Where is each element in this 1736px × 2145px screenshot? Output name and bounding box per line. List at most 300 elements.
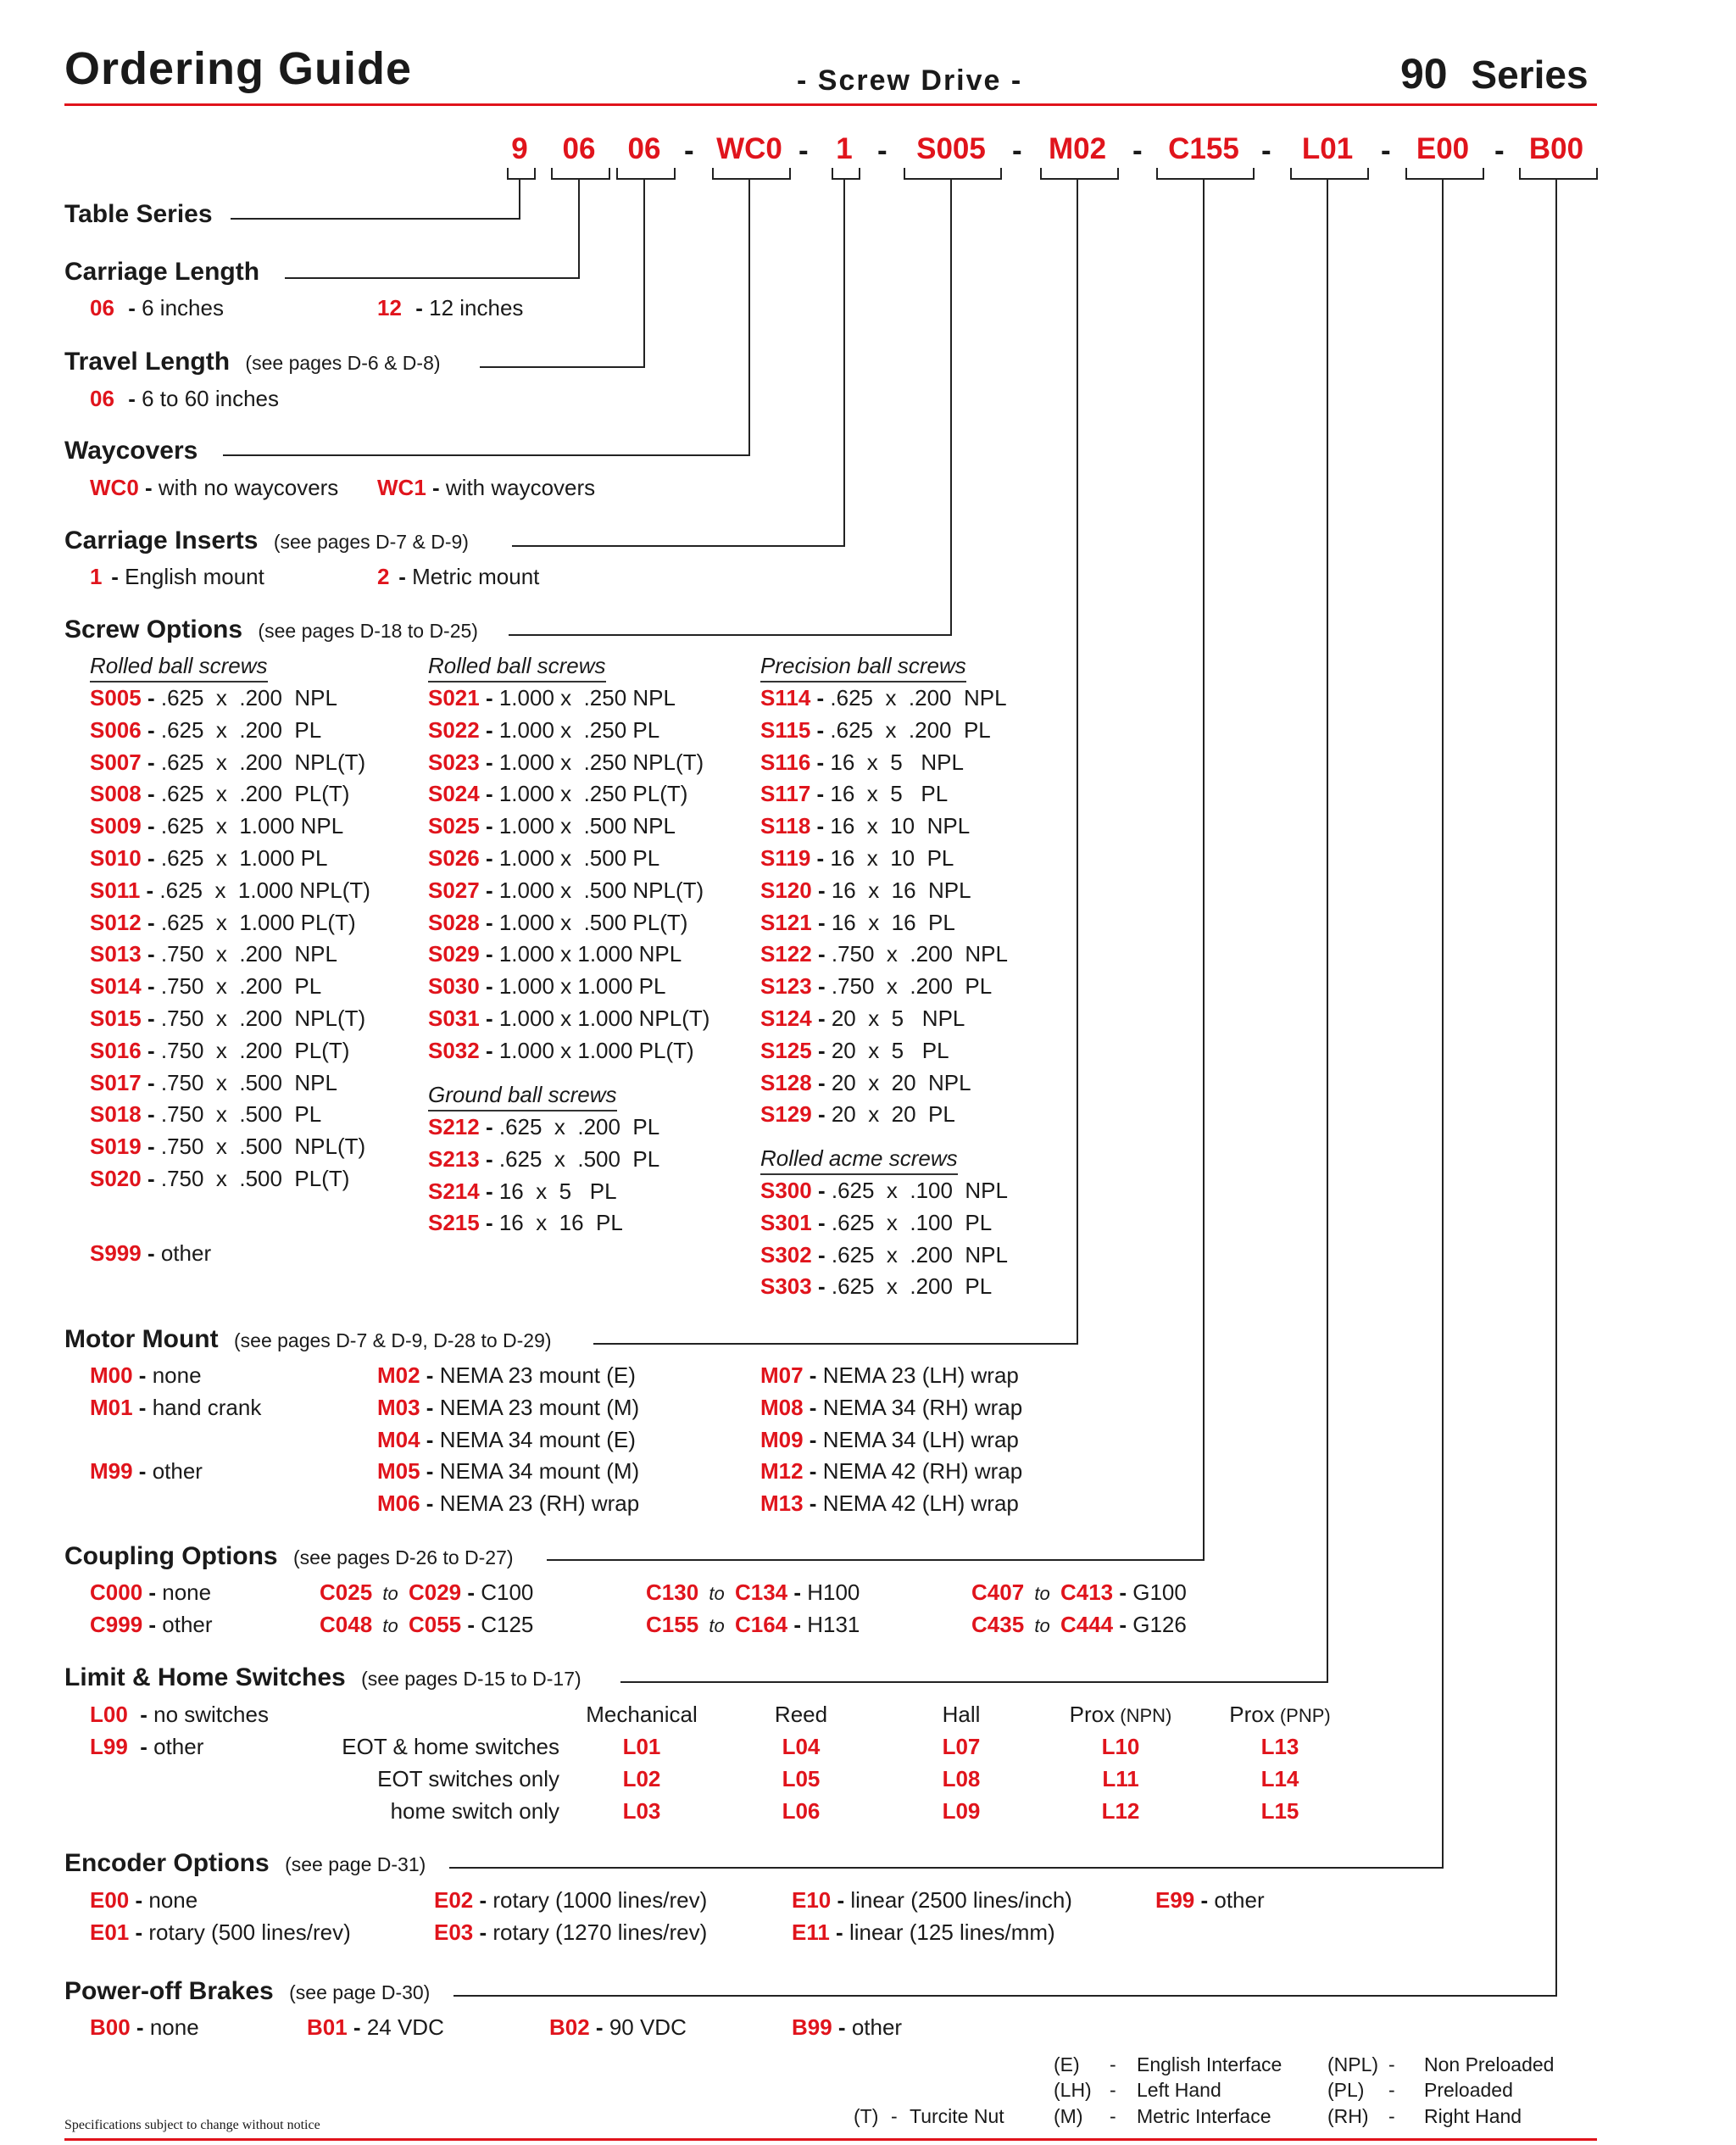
switch-type-header [725, 1702, 877, 1728]
switch-type-label: Hall [942, 1702, 981, 1727]
option-code: M08 [760, 1394, 804, 1420]
legend-meaning: Left Hand [1137, 2079, 1221, 2101]
encoder-option [434, 1887, 707, 1914]
option-dash: - [420, 1490, 440, 1517]
option-code: C029 [408, 1580, 462, 1605]
option-dash: - [141, 1069, 161, 1095]
carriage-length-heading [64, 258, 259, 287]
model-code-8: C155 [1168, 132, 1239, 165]
option-dash: - [141, 1134, 161, 1160]
option-description: .750 x .200 PL [831, 973, 993, 1000]
screw-group-header: Rolled acme screws [760, 1145, 958, 1175]
screw-option [760, 941, 1008, 967]
switch-code: L04 [782, 1734, 821, 1759]
screw-option [760, 781, 948, 807]
option-dash: - [1113, 1580, 1133, 1605]
encoder-option [792, 1919, 1055, 1946]
option-dash: - [803, 1458, 823, 1485]
option-description: .750 x .500 NPL(T) [160, 1134, 366, 1160]
code-bracket [1519, 168, 1598, 180]
option-dash: - [1194, 1887, 1215, 1913]
option-code: S124 [760, 1006, 812, 1031]
leader-vertical [578, 180, 580, 278]
switch-type-header [885, 1702, 1038, 1728]
option-dash: - [138, 475, 159, 500]
prox-type: (NPN) [1115, 1705, 1172, 1726]
option-description: other [162, 1612, 213, 1637]
page-title: Ordering Guide [64, 43, 413, 94]
coupling-range [646, 1612, 860, 1638]
switch-code: L15 [1260, 1797, 1299, 1824]
option-dash: - [811, 1273, 832, 1300]
screw-option [428, 749, 704, 776]
waycovers-heading [64, 437, 198, 465]
code-separator: - [1381, 134, 1391, 167]
screw-option [428, 717, 659, 744]
option-description: NEMA 23 (LH) wrap [822, 1362, 1019, 1388]
table-series-title: Table Series [64, 200, 213, 228]
option-code: S114 [760, 685, 811, 710]
coupling-option [90, 1580, 211, 1606]
code-separator: - [798, 134, 809, 167]
screw-group-header: Precision ball screws [760, 653, 966, 682]
option-code: M02 [377, 1362, 420, 1388]
option-dash: - [479, 877, 499, 903]
option-description: 16 x 5 NPL [830, 749, 964, 775]
leader-horizontal [449, 1867, 1444, 1869]
range-to: to [1024, 1614, 1060, 1636]
option-dash: - [141, 813, 161, 839]
screw-option [428, 1178, 617, 1205]
option-code: S122 [760, 941, 812, 967]
option-code: S026 [428, 845, 480, 871]
option-dash: - [473, 1887, 493, 1913]
screw-option [760, 973, 992, 1000]
option-description: 16 x 5 PL [830, 781, 949, 807]
screw-option [90, 749, 365, 776]
switch-code: L14 [1260, 1765, 1299, 1791]
motor-mount-option [90, 1395, 261, 1421]
code-separator: - [1012, 134, 1022, 167]
option-dash: - [479, 973, 499, 1000]
code-bracket [1040, 168, 1119, 180]
option-dash: - [479, 1114, 499, 1139]
option-dash: - [811, 909, 832, 935]
carriage-length-option [377, 295, 523, 321]
option-description: .625 x .200 PL [831, 1273, 993, 1300]
option-description: NEMA 23 mount (M) [439, 1394, 640, 1420]
screw-option [428, 1114, 659, 1140]
option-description: .625 x .200 PL [160, 716, 322, 743]
carriage-length-title: Carriage Length [64, 258, 260, 286]
option-dash: - [811, 1101, 832, 1128]
waycover-option [377, 475, 595, 501]
screw-option [90, 1038, 349, 1064]
screw-option [90, 941, 337, 967]
switch-code: L13 [1260, 1734, 1299, 1759]
option-description: 1.000 x .500 PL [498, 845, 660, 871]
option-description: G100 [1132, 1580, 1187, 1605]
screw-option [760, 1070, 971, 1096]
option-description: .625 x 1.000 PL(T) [160, 909, 356, 935]
leader-horizontal [593, 1343, 1078, 1345]
option-dash: - [810, 685, 831, 710]
range-to: to [372, 1614, 409, 1636]
option-dash: - [141, 1101, 161, 1128]
screw-option [428, 1038, 694, 1064]
option-description: G126 [1132, 1611, 1187, 1637]
screw-option [760, 910, 955, 936]
option-description: .625 x 1.000 NPL [160, 813, 344, 839]
option-description: none [162, 1580, 212, 1605]
option-description: NEMA 23 (RH) wrap [439, 1490, 640, 1517]
option-description: H131 [807, 1611, 860, 1637]
option-dash: - [141, 1240, 161, 1266]
leader-horizontal [223, 454, 750, 456]
option-code: M06 [377, 1490, 420, 1517]
option-description: .625 x .200 NPL [830, 685, 1007, 710]
option-description: .625 x .200 NPL [160, 685, 337, 710]
switch-row-label: home switch only [390, 1797, 559, 1824]
option-code: S009 [90, 813, 142, 839]
encoder-options-page-ref: (see page D-31) [279, 1853, 426, 1875]
code-separator: - [1494, 134, 1505, 167]
option-description: .625 x .200 PL [498, 1114, 660, 1139]
option-dash: - [832, 2014, 852, 2040]
screw-option [760, 813, 970, 839]
switch-type-header [1204, 1702, 1356, 1728]
option-dash: - [811, 1209, 832, 1235]
option-description: NEMA 34 mount (E) [439, 1426, 636, 1452]
motor-mount-page-ref: (see pages D-7 & D-9, D-28 to D-29) [228, 1329, 552, 1351]
brake-option [792, 2014, 902, 2041]
screw-option [90, 1166, 349, 1192]
switch-type-label: Reed [774, 1702, 828, 1727]
screw-option [760, 1178, 1008, 1204]
header-rule [64, 103, 1597, 106]
screw-option [760, 749, 964, 776]
travel-length-heading [64, 348, 441, 376]
option-dash: - [142, 1612, 163, 1637]
option-dash: - [105, 564, 125, 589]
option-code: C413 [1060, 1580, 1114, 1605]
screw-option [90, 685, 337, 711]
option-description: .750 x .200 NPL(T) [160, 1006, 366, 1031]
option-code: M01 [90, 1395, 133, 1420]
option-code: S213 [428, 1145, 480, 1172]
carriage-insert-option [377, 564, 539, 590]
legend-dash: - [1110, 2079, 1116, 2101]
screw-option [90, 717, 321, 744]
option-code: S215 [428, 1210, 480, 1236]
option-description: linear (2500 lines/inch) [850, 1887, 1072, 1913]
coupling-option [90, 1612, 213, 1638]
code-bracket [1290, 168, 1369, 180]
model-code-1: 9 [511, 132, 528, 165]
option-code: 1 [90, 564, 103, 589]
legend-abbrev: (M) [1054, 2105, 1083, 2127]
option-code: C048 [320, 1611, 373, 1637]
series-word: Series [1471, 53, 1589, 97]
option-description: 1.000 x 1.000 NPL(T) [498, 1006, 710, 1031]
option-dash: - [479, 941, 499, 967]
option-code: 06 [90, 295, 114, 320]
option-description: hand crank [152, 1395, 262, 1420]
coupling-range [971, 1580, 1187, 1606]
option-code: S022 [428, 716, 480, 743]
option-code: S013 [90, 941, 142, 967]
option-description: .625 x .200 NPL(T) [160, 749, 366, 775]
option-description: .625 x .100 PL [831, 1209, 993, 1235]
option-dash: - [810, 813, 831, 839]
option-dash: - [141, 685, 161, 710]
screw-group-header: Rolled ball screws [428, 653, 606, 682]
option-code: S125 [760, 1037, 812, 1063]
leader-horizontal [453, 1995, 1557, 1997]
option-dash: - [803, 1394, 823, 1420]
option-description: 1.000 x 1.000 PL(T) [498, 1037, 694, 1063]
option-description: .625 x 1.000 PL [160, 845, 328, 871]
option-dash: - [132, 1458, 153, 1484]
encoder-option [1155, 1887, 1265, 1914]
option-code: S029 [428, 941, 480, 967]
leader-horizontal [231, 218, 520, 220]
option-description: .750 x .500 PL(T) [160, 1166, 350, 1191]
switch-type-label: Mechanical [586, 1702, 698, 1727]
option-code: S119 [760, 845, 811, 871]
leader-horizontal [285, 277, 580, 279]
option-dash: - [479, 685, 499, 710]
motor-mount-option [377, 1458, 639, 1485]
model-code-10: E00 [1416, 132, 1470, 165]
model-code-9: L01 [1301, 132, 1354, 165]
option-description: 6 inches [142, 295, 224, 320]
footer-note: Specifications subject to change without notice [64, 2118, 320, 2132]
option-code: S017 [90, 1069, 142, 1095]
range-to: to [1024, 1583, 1060, 1604]
option-dash: - [811, 1037, 832, 1063]
motor-mount-option [760, 1395, 1022, 1421]
option-description: .750 x .200 NPL [831, 941, 1008, 967]
carriage-insert-option [90, 564, 264, 590]
option-dash: - [409, 295, 430, 320]
code-bracket [712, 168, 791, 180]
option-dash: - [420, 1458, 440, 1485]
model-code-2: 06 [562, 132, 596, 165]
option-description: .625 x 1.000 NPL(T) [159, 877, 370, 903]
screw-option [90, 1101, 321, 1128]
option-dash: - [141, 909, 161, 935]
option-code: M07 [760, 1362, 804, 1388]
legend-meaning: Right Hand [1424, 2105, 1522, 2127]
brake-option [307, 2014, 444, 2041]
screw-option [90, 813, 343, 839]
option-code: C025 [320, 1580, 373, 1605]
leader-vertical [843, 180, 845, 546]
option-code: S020 [90, 1166, 142, 1191]
option-dash: - [811, 1241, 832, 1268]
screw-options-title: Screw Options [64, 616, 243, 644]
screw-option [428, 1006, 709, 1032]
option-code: S128 [760, 1069, 812, 1095]
switch-code: L03 [622, 1797, 661, 1824]
screw-option [428, 878, 704, 904]
option-dash: - [479, 1145, 499, 1172]
code-bracket [507, 168, 536, 180]
option-code: E10 [792, 1887, 832, 1913]
code-bracket [616, 168, 676, 180]
motor-mount-title: Motor Mount [64, 1325, 219, 1353]
screw-option [428, 845, 659, 872]
option-description: 1.000 x .500 NPL(T) [498, 877, 704, 903]
travel-length-option [90, 386, 279, 412]
screw-options-heading [64, 616, 478, 644]
option-code: S010 [90, 845, 142, 871]
motor-mount-option [90, 1362, 202, 1389]
encoder-option [90, 1887, 198, 1914]
option-code: S006 [90, 716, 142, 743]
option-description: other [152, 1458, 203, 1484]
screw-option [428, 1146, 659, 1173]
option-description: English mount [125, 564, 264, 589]
power-off-brakes-heading [64, 1977, 430, 2006]
option-code: S300 [760, 1178, 812, 1203]
leader-vertical [519, 180, 520, 219]
option-dash: - [141, 973, 161, 1000]
switch-type-header [565, 1702, 718, 1728]
screw-option [428, 973, 665, 1000]
option-code: S015 [90, 1006, 142, 1031]
option-description: 1.000 x 1.000 PL [498, 973, 666, 1000]
carriage-inserts-page-ref: (see pages D-7 & D-9) [268, 531, 469, 553]
option-dash: - [811, 1006, 832, 1031]
leader-vertical [1327, 180, 1328, 1682]
option-dash: - [420, 1426, 440, 1452]
screw-option [90, 845, 327, 872]
screw-option [760, 1242, 1008, 1268]
option-description: H100 [807, 1580, 860, 1605]
option-description: .750 x .200 PL(T) [160, 1037, 350, 1063]
screw-option [90, 910, 356, 936]
encoder-option [434, 1919, 707, 1946]
option-dash: - [130, 2014, 150, 2040]
model-code-11: B00 [1528, 132, 1584, 165]
option-dash: - [473, 1919, 493, 1945]
option-code: S301 [760, 1209, 812, 1235]
option-code: S005 [90, 685, 142, 710]
option-description: other [1214, 1887, 1265, 1913]
option-description: NEMA 42 (RH) wrap [822, 1458, 1023, 1485]
motor-mount-option [760, 1458, 1022, 1485]
option-code: S007 [90, 749, 142, 775]
option-code: S121 [760, 909, 812, 935]
limit-home-switches-heading [64, 1663, 581, 1692]
model-code-7: M02 [1048, 132, 1107, 165]
screw-option [428, 685, 676, 711]
legend-meaning: Preloaded [1424, 2079, 1513, 2101]
option-description: 1.000 x .250 NPL [498, 685, 676, 710]
screw-option [760, 1273, 992, 1300]
carriage-inserts-heading [64, 526, 469, 555]
switch-code: L08 [942, 1765, 981, 1791]
option-code: 06 [90, 386, 114, 411]
option-description: 6 to 60 inches [142, 386, 279, 411]
option-code: E01 [90, 1919, 130, 1945]
screw-option [90, 878, 370, 904]
screw-options-page-ref: (see pages D-18 to D-25) [253, 620, 478, 642]
page-subtitle: - Screw Drive - [797, 64, 1023, 97]
option-code: E99 [1155, 1887, 1195, 1913]
encoder-options-title: Encoder Options [64, 1849, 270, 1877]
option-description: 1.000 x .250 PL [498, 716, 660, 743]
legend-meaning: Turcite Nut [910, 2105, 1004, 2127]
series-label [1400, 49, 1589, 98]
option-description: 1.000 x .500 PL(T) [498, 909, 688, 935]
option-code: C444 [1060, 1611, 1114, 1637]
option-description: Metric mount [412, 564, 540, 589]
model-code-4: WC0 [716, 132, 782, 165]
encoder-option [90, 1919, 351, 1946]
waycovers-title: Waycovers [64, 437, 198, 465]
option-description: .625 x .200 NPL [831, 1241, 1008, 1268]
option-dash: - [479, 909, 499, 935]
option-code: 12 [377, 295, 402, 320]
option-code: S120 [760, 877, 812, 903]
option-code: S123 [760, 973, 812, 1000]
encoder-options-heading [64, 1849, 426, 1878]
option-dash: - [479, 781, 499, 807]
option-dash: - [479, 716, 499, 743]
option-dash: - [810, 781, 831, 807]
footer-rule [64, 2138, 1597, 2141]
screw-option [760, 1210, 992, 1236]
screw-option [760, 878, 971, 904]
option-code: M00 [90, 1362, 133, 1388]
option-dash: - [461, 1611, 481, 1637]
option-description: with waycovers [445, 475, 596, 500]
option-description: rotary (1000 lines/rev) [492, 1887, 708, 1913]
leader-horizontal [480, 366, 645, 368]
option-dash: - [141, 716, 161, 743]
model-code-5: 1 [836, 132, 853, 165]
switch-code: L11 [1102, 1765, 1139, 1791]
option-code: M09 [760, 1426, 804, 1452]
switch-type-header [1044, 1702, 1197, 1728]
screw-option [760, 717, 991, 744]
code-separator: - [684, 134, 694, 167]
screw-option [760, 1101, 955, 1128]
option-code: L00 [90, 1702, 128, 1727]
option-dash: - [132, 1395, 153, 1420]
option-code: S118 [760, 813, 811, 839]
option-dash: - [479, 1178, 499, 1204]
option-dash: - [129, 1887, 149, 1913]
motor-mount-option [377, 1395, 639, 1421]
option-code: C134 [734, 1580, 788, 1605]
option-dash: - [122, 295, 142, 320]
option-dash: - [811, 877, 832, 903]
option-description: NEMA 34 mount (M) [439, 1458, 640, 1485]
option-code: B00 [90, 2014, 131, 2040]
option-code: C055 [408, 1611, 462, 1637]
power-off-brakes-title: Power-off Brakes [64, 1977, 274, 2005]
option-dash: - [141, 845, 161, 871]
series-number: 90 [1400, 50, 1448, 98]
option-dash: - [811, 1178, 832, 1203]
power-off-brakes-page-ref: (see page D-30) [283, 1981, 431, 2003]
switch-code: L10 [1101, 1734, 1140, 1759]
option-dash: - [132, 1362, 153, 1388]
